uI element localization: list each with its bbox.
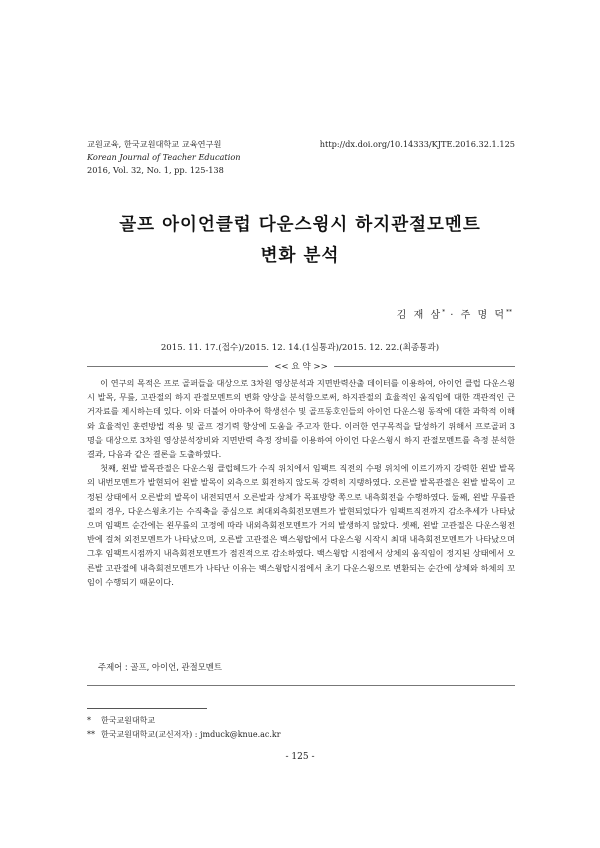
- footnote-item: [87, 728, 281, 742]
- page-number: - 125 -: [285, 752, 315, 762]
- footnote-text: 한국교원대학교(교신저자) : jmduck@knue.ac.kr: [101, 730, 281, 739]
- author-list: [397, 306, 512, 321]
- keywords: 주제어 : 골프, 아이언, 관절모멘트: [98, 662, 222, 672]
- doi-link[interactable]: http://dx.doi.org/10.14333/KJTE.2016.32.1.125: [319, 139, 515, 149]
- abstract-body: [87, 376, 515, 589]
- journal-name: Korean Journal of Teacher Education: [87, 152, 241, 162]
- abstract-label: << 요 약 >>: [274, 362, 328, 372]
- abstract-rule-left: [87, 366, 268, 367]
- footnote-mark: **: [87, 730, 95, 739]
- author-2-mark: **: [506, 308, 512, 316]
- footnote-divider: [87, 708, 207, 709]
- author-separator: ·: [445, 310, 461, 321]
- footnotes: [87, 714, 281, 742]
- abstract-paragraph: 이 연구의 목적은 프로 골퍼들을 대상으로 3차원 영상분석과 지면반력산출 데이터를 이용하여, 아이언 클럽 다운스윙시 발목, 무릎, 고관절의 하지 관절모멘트의 변화 양상을 분석함으로써, 하지관절의 효율적인 움직임에 대한 객관적인 근거자료를 제시하는데 있다. 이와 더불어 아마추어 학생선수 및 골프동호인들의 아이언 다운스윙 동작에 대한 과학적 이해와 효율적인 훈련방법 적용 및 골프 경기력 향상에 도움을 주고자 한다. 이러한 연구목적을 달성하기 위해서 프로골퍼 3명을 대상으로 3차원 영상분석장비와 지면반력 측정 장비를 이용하여 아이언 다운스윙시 하지 관절모멘트를 측정 분석한 결과, 다음과 같은 결론을 도출하였다.: [87, 378, 515, 460]
- footnote-text: 한국교원대학교: [101, 716, 156, 725]
- abstract-paragraph: 첫째, 왼발 발목관절은 다운스윙 클럽헤드가 수직 위치에서 임팩트 직전의 수평 위치에 이르기까지 강력한 왼발 발목의 내번모멘트가 발현되어 왼발 발목이 외측으로 회전하지 않도록 강력히 지탱하였다. 오른발 발목관절은 왼발 발목이 고정된 상태에서 오른발의 발목이 내전되면서 오른발과 상체가 목표방향 쪽으로 내측회전을 수행하였다. 둘째, 왼발 무릎관절의 경우, 다운스윙초기는 수직축을 중심으로 최대외측회전모멘트가 발현되었다가 임팩트직전까지 감소추세가 나타났으며 임팩트 순간에는 왼무릎의 고정에 따라 내외측회전모멘트가 거의 발생하지 않았다. 셋째, 왼발 고관절은 다운스윙전반에 걸쳐 외전모멘트가 나타났으며, 오른발 고관절은 백스윙탑에서 다운스윙 시작시 최대 내측회전모멘트가 나타났으며 그후 임팩트시점까지 내측회전모멘트가 점진적으로 감소하였다. 백스윙탑 시점에서 상체의 움직임이 정지된 상태에서 오른발 고관절에 내측회전모멘트가 나타난 이유는 백스윙탑시점에서 초기 다운스윙으로 변환되는 순간에 상체와 하체의 꼬임이 수행되기 때문이다.: [87, 463, 515, 587]
- author-1-mark: *: [442, 308, 446, 316]
- publisher-text: 교원교육, 한국교원대학교 교육연구원: [87, 139, 222, 149]
- author-1: 김 재 삼: [396, 310, 443, 321]
- footnote-mark: *: [87, 716, 91, 725]
- keywords-divider: [87, 685, 515, 686]
- title-line-1: 골프 아이언클럽 다운스윙시 하지관절모멘트: [119, 215, 481, 235]
- paper-title: [0, 210, 600, 272]
- title-line-2: 변화 분석: [260, 246, 340, 266]
- abstract-heading: [87, 360, 515, 372]
- submission-dates: 2015. 11. 17.(접수)/2015. 12. 14.(1심통과)/2015. 12. 22.(최종통과): [160, 343, 440, 353]
- author-2: 주 명 덕: [460, 310, 506, 321]
- footnote-item: [87, 714, 281, 728]
- abstract-rule-right: [334, 366, 515, 367]
- issue-info: 2016, Vol. 32, No. 1, pp. 125-138: [87, 165, 224, 175]
- journal-header: [87, 138, 515, 177]
